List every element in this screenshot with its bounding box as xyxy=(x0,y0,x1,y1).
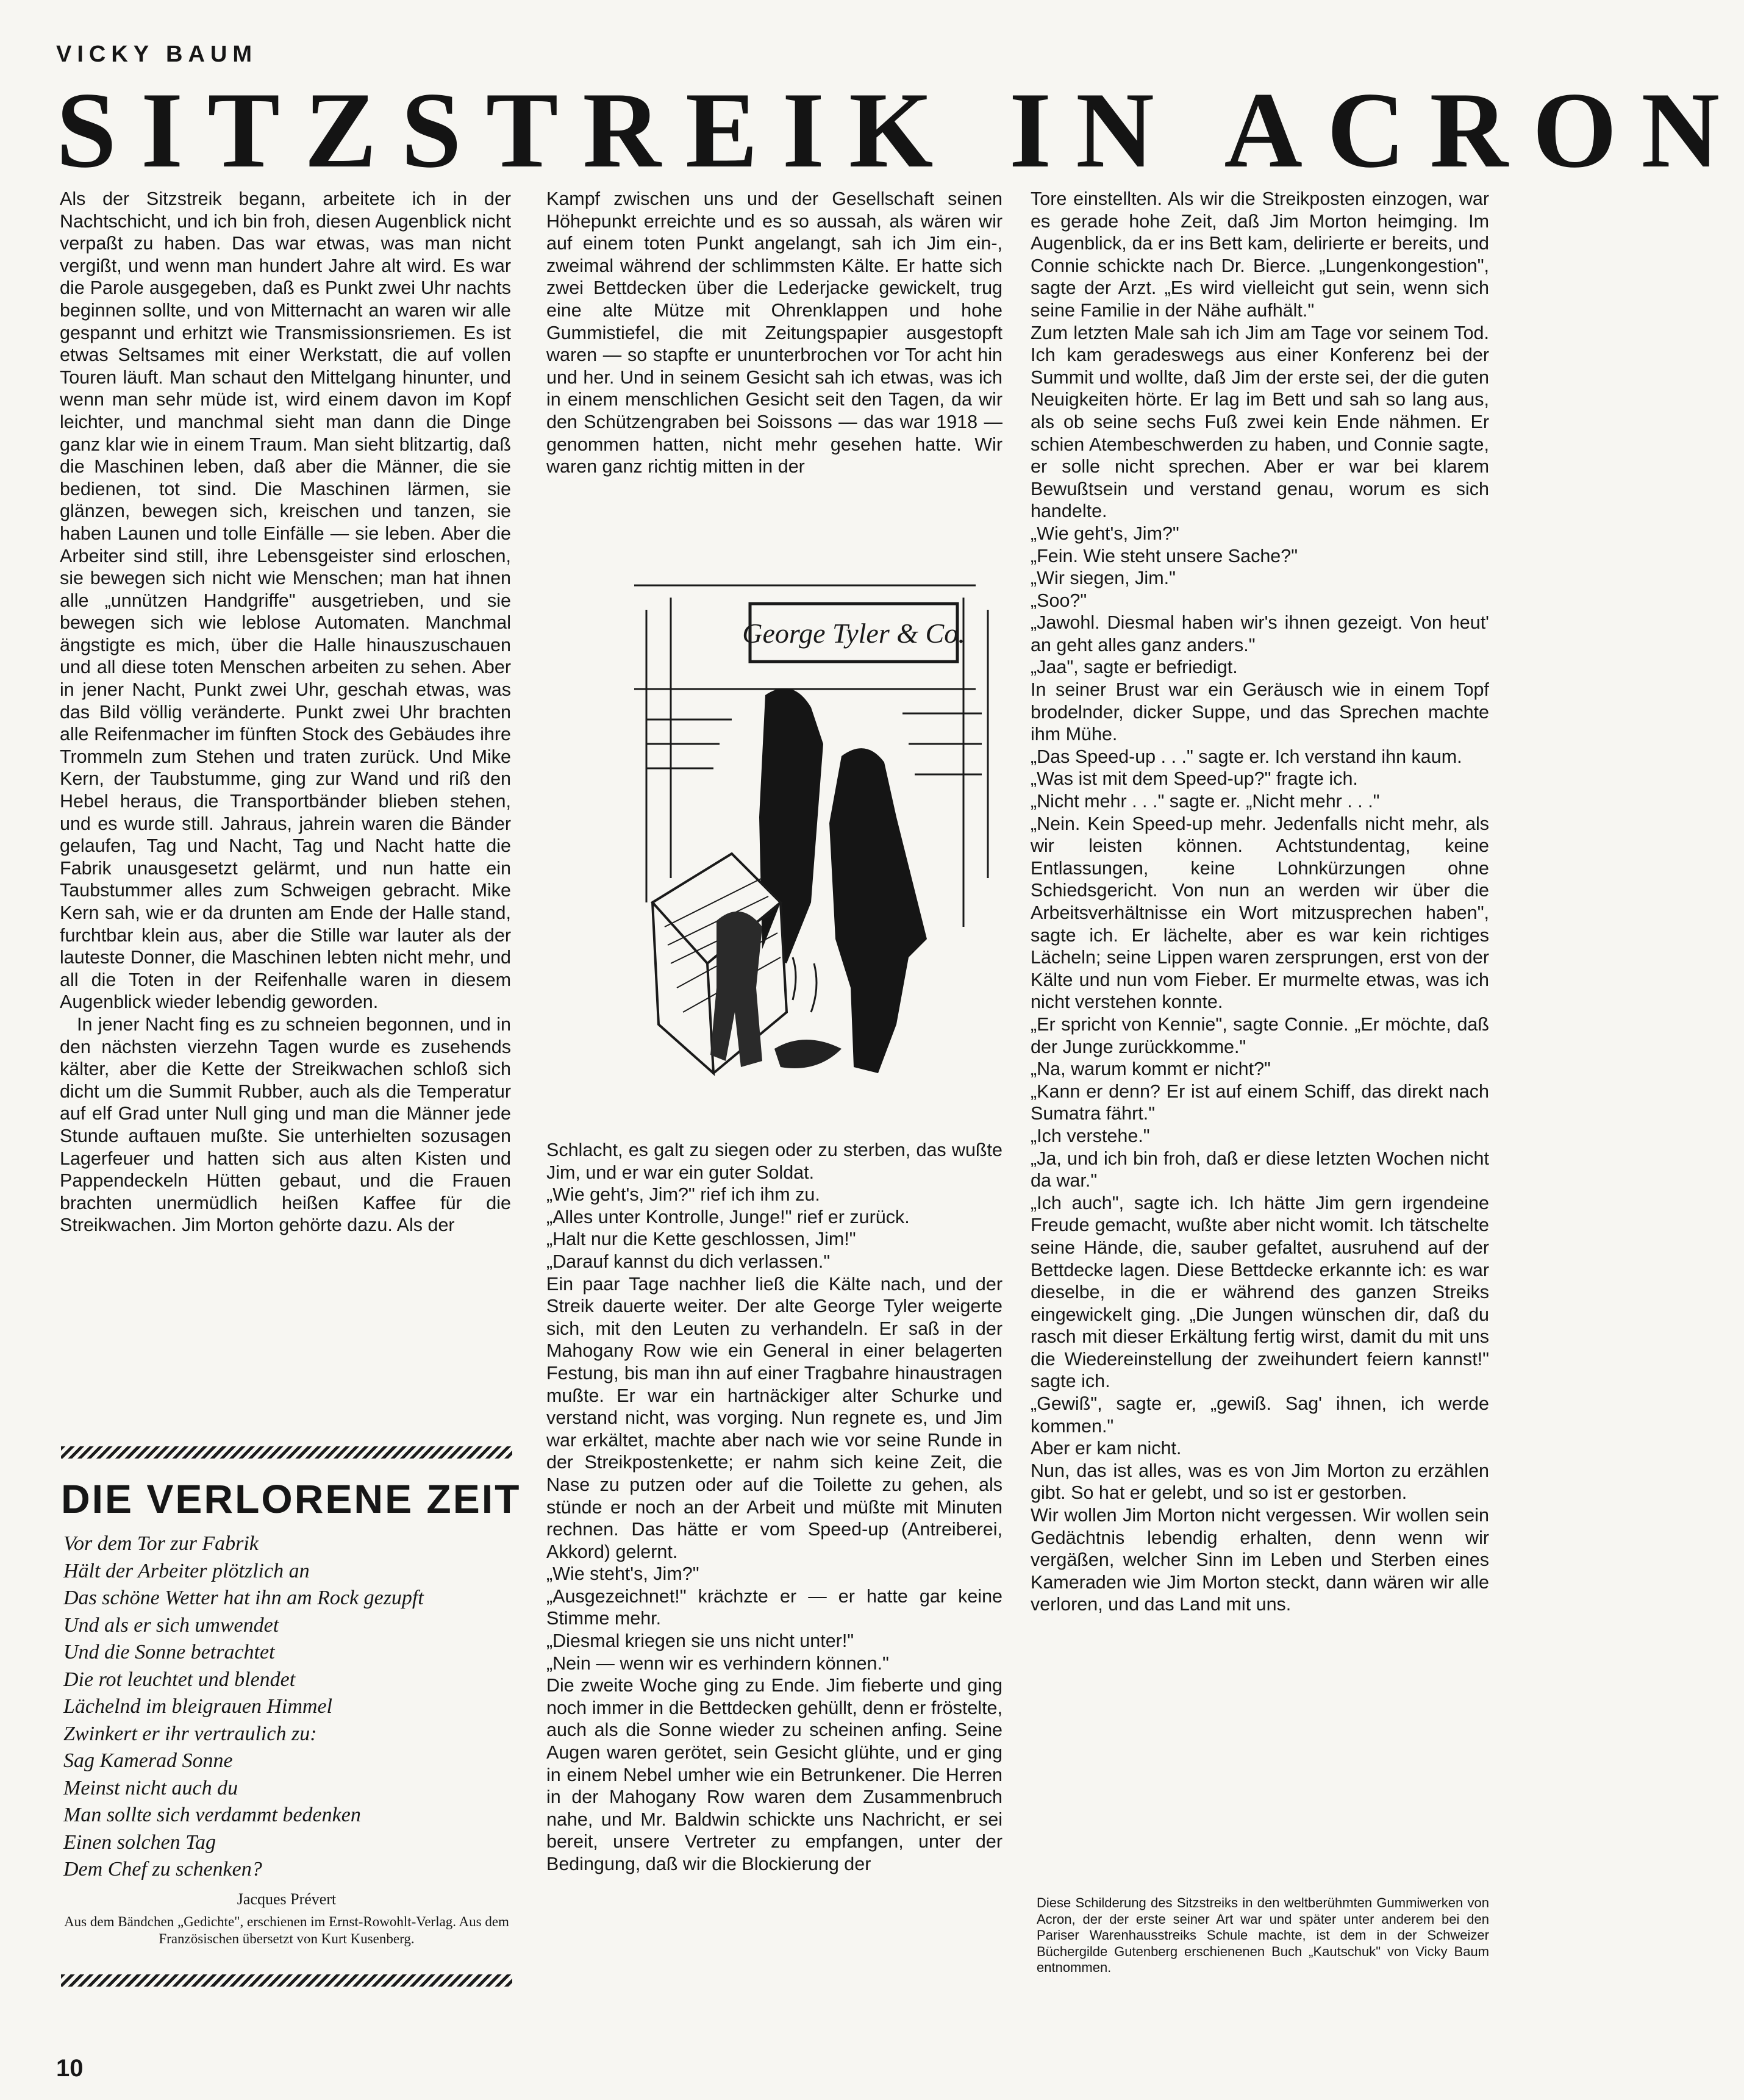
poem-line: Hält der Arbeiter plötzlich an xyxy=(63,1559,310,1582)
paragraph: Tore einstellten. Als wir die Streikposten einzogen, war es gerade hohe Zeit, daß Jim Morton heimging. Im Augenblick, da er ins Bett kam, delirierte er bereits, und Connie schickte nach Dr. Bierce. „Lungenkongestion", sagte der Arzt. „Es wird vielleicht gut sein, wenn sich seine Familie in der Nähe aufhält." xyxy=(1031,188,1489,321)
paragraph: „Alles unter Kontrolle, Junge!" rief er zurück. xyxy=(546,1206,910,1227)
paragraph: Schlacht, es galt zu siegen oder zu sterben, das wußte Jim, und er war ein guter Soldat. xyxy=(546,1140,1002,1183)
poem-line: Einen solchen Tag xyxy=(63,1830,216,1854)
poem-body xyxy=(63,1530,509,1884)
paragraph: „Ausgezeichnet!" krächzte er — er hatte gar keine Stimme mehr. xyxy=(546,1585,1002,1629)
poem-line: Lächelnd im bleigrauen Himmel xyxy=(63,1695,332,1718)
poem-line: Und die Sonne betrachtet xyxy=(63,1641,275,1663)
article-column-2-top xyxy=(546,188,1002,541)
paragraph: „Jawohl. Diesmal haben wir's ihnen gezeigt. Von heut' an geht alles ganz anders." xyxy=(1031,612,1489,655)
poem-line: Dem Chef zu schenken? xyxy=(63,1858,262,1880)
poem-line: Die rot leuchtet und blendet xyxy=(63,1668,296,1691)
poem-line: Vor dem Tor zur Fabrik xyxy=(63,1532,259,1555)
paragraph: Ein paar Tage nachher ließ die Kälte nach, und der Streik dauerte weiter. Der alte George Tyler weigerte sich, mit den Leuten zu verhandeln. Er saß in der Mahogany Row wie ein General in einer belagerten Festung, bis man ihn auf einer Tragbahre hinaustragen mußte. Er war ein hartnäckiger alter Schurke und verstand nicht, was vorging. Nun regnete es, und Jim war erkältet, machte aber nach wie vor seine Runde in der Streikpostenkette; er nahm sich keine Zeit, die Nase zu putzen oder auf die Toilette zu gehen, als stünde er noch an der Arbeit und müßte mit Minuten rechnen. Das hätte er vom Speed-up (Antreiberei, Akkord) gelernt. xyxy=(546,1273,1002,1562)
paragraph: „Wie steht's, Jim?" xyxy=(546,1563,699,1585)
poem-line: Man sollte sich verdammt bedenken xyxy=(63,1804,361,1826)
paragraph: Als der Sitzstreik begann, arbeitete ich in der Nachtschicht, und ich bin froh, diesen Augenblick nicht verpaßt zu haben. Das war etwas, was man nicht vergißt, und wenn man hundert Jahre alt wird. Es war die Parole ausgegeben, daß es Punkt zwei Uhr nachts beginnen sollte, und von Mitternacht an waren wir alle gespannt und erhitzt wie Transmissionsriemen. Es ist etwas Seltsames mit einer Werkstatt, die auf vollen Touren läuft. Man schaut den Mittelgang hinunter, und wenn man sehr müde ist, wird einem davon im Kopf leichter, und manchmal sieht man dann die Dinge ganz klar wie in einem Traum. Man sieht blitzartig, daß die Maschinen leben, daß aber die Männer, die sie bedienen, tot sind. Die Maschinen lärmen, sie glänzen, bewegen sich, kreischen und tanzen, sie haben Launen und tolle Einfälle — sie leben. Aber die Arbeiter sind still, ihre Lebensgeister sind erloschen, sie bewegen sich nicht wie Menschen; man hat ihnen alle „unnützen Handgriffe" ausgetrieben, und sie bewegen sich wie leblose Automaten. Manchmal ängstigte es mich, über die Halle hinauszuschauen und all diese toten Menschen arbeiten zu sehen. Aber in jener Nacht, Punkt zwei Uhr, geschah etwas, was das Bild völlig veränderte. Punkt zwei Uhr brachten alle Reifenmacher im fünften Stock des Gebäudes ihre Trommeln zum Stehen und traten zurück. Und Mike Kern, der Taubstumme, ging zur Wand und riß den Hebel heraus, die Transportbänder blieben stehen, und es wurde still. Jahraus, jahrein waren die Bänder gelaufen, Tag und Nacht, Tag und Nacht hatte die Fabrik unausgesetzt gelärmt, und nun hatte ein Taubstummer alles zum Schweigen gebracht. Mike Kern sah, wie er da drunten am Ende der Halle stand, furchtbar klein aus, aber die Stille war lauter als der lauteste Donner, die Maschinen lebten nicht mehr, und all die Toten in der Reifenhalle waren in diesem Augenblick wieder lebendig geworden. xyxy=(60,188,511,1013)
paragraph: Wir wollen Jim Morton nicht vergessen. Wir wollen sein Gedächtnis lebendig erhalten, denn wenn wir vergäßen, welcher Sinn im Leben und Sterben eines Kameraden wie Jim Morton steckt, dann wären wir alle verloren, und das Land mit uns. xyxy=(1031,1505,1489,1615)
paragraph: Aber er kam nicht. xyxy=(1031,1438,1182,1459)
poem-line: Meinst nicht auch du xyxy=(63,1776,238,1799)
paragraph: „Ich verstehe." xyxy=(1031,1125,1150,1146)
paragraph: „Ich auch", sagte ich. Ich hätte Jim gern irgendeine Freude gemacht, wußte aber nicht womit. Ich tätschelte seine Hände, die, sauber gefaltet, ausruhend auf der Bettdecke lagen. Diese Bettdecke erkannte ich: es war dieselbe, in die er während des ganzen Streiks eingewickelt ging. „Die Jungen wünschen dir, daß du rasch mit dieser Erkältung fertig wirst, damit du mit uns die Wiedereinstellung der zweihundert feiern kannst!" sagte ich. xyxy=(1031,1192,1489,1392)
illustration-striker-sketch xyxy=(610,561,1000,1128)
paragraph: „Wie geht's, Jim?" xyxy=(1031,523,1179,544)
paragraph: „Soo?" xyxy=(1031,590,1087,611)
paragraph: Zum letzten Male sah ich Jim am Tage vor seinem Tod. Ich kam geradeswegs aus einer Konferenz bei der Summit und wollte, daß Jim der erste sei, der die guten Neuigkeiten hörte. Er lag im Bett und sah so lang aus, als ob seine sechs Fuß zwei kein Ende nähmen. Er schien Atembeschwerden zu haben, und Connie sagte, er solle nicht sprechen. Aber er war bei klarem Bewußtsein und verstand genau, worum es sich handelte. xyxy=(1031,322,1489,522)
article-title: SITZSTREIK IN ACRON xyxy=(56,70,1744,190)
article-column-3 xyxy=(1031,188,1489,1871)
page-number: 10 xyxy=(56,2055,84,2082)
paragraph: „Kann er denn? Er ist auf einem Schiff, das direkt nach Sumatra fährt." xyxy=(1031,1080,1489,1124)
paragraph: In jener Nacht fing es zu schneien begonnen, und in den nächsten vierzehn Tagen wurde es zusehends kälter, aber die Kette der Streikwachen schloß sich dicht um die Summit Rubber, auch als die Temperatur auf elf Grad unter Null ging und man die Männer jede Stunde auftauen mußte. Sie unterhielten sozusagen Lagerfeuer und hatten sich aus alten Kisten und Pappendeckeln Hütten gebaut, und die Frauen brachten unermüdlich heißen Kaffee für die Streikwachen. Jim Morton gehörte dazu. Als der xyxy=(60,1013,511,1236)
source-footnote: Diese Schilderung des Sitzstreiks in den weltberühmten Gummiwerken von Acron, der der erste seiner Art war und später unter anderem bei den Pariser Warenhausstreiks Schule machte, ist dem in der Schweizer Büchergilde Gutenberg erschienenen Buch „Kautschuk" von Vicky Baum entnommen. xyxy=(1037,1895,1489,1975)
poem-title: DIE VERLORENE ZEIT xyxy=(61,1476,521,1521)
paragraph: „Ja, und ich bin froh, daß er diese letzten Wochen nicht da war." xyxy=(1031,1148,1489,1191)
paragraph: In seiner Brust war ein Geräusch wie in einem Topf brodelnder, dicker Suppe, und das Sprechen machte ihm Mühe. xyxy=(1031,679,1489,745)
paragraph: „Nicht mehr . . ." sagte er. „Nicht mehr . . ." xyxy=(1031,791,1380,812)
paragraph: Die zweite Woche ging zu Ende. Jim fieberte und ging noch immer in die Bettdecken gehüllt, denn er fröstelte, auch als die Sonne wieder zu scheinen anfing. Seine Augen waren gerötet, sein Gesicht glühte, und er ging in einem Nebel umher wie ein Betrunkener. Die Herren in der Mahogany Row waren dem Zusammenbruch nahe, und Mr. Baldwin schickte uns Nachricht, er sei bereit, unsere Vertreter zu empfangen, unter der Bedingung, daß wir die Blockierung der xyxy=(546,1675,1002,1874)
article-column-1 xyxy=(60,188,511,1474)
paragraph: „Wie geht's, Jim?" rief ich ihm zu. xyxy=(546,1184,820,1205)
paragraph: „Halt nur die Kette geschlossen, Jim!" xyxy=(546,1229,856,1250)
decorative-rule-bottom xyxy=(61,1974,512,1987)
paragraph: „Wir siegen, Jim." xyxy=(1031,568,1176,589)
paragraph: „Was ist mit dem Speed-up?" fragte ich. xyxy=(1031,768,1358,790)
poem-source-note: Aus dem Bändchen „Gedichte", erschienen im Ernst-Rowohlt-Verlag. Aus dem Französischen übersetzt von Kurt Kusenberg. xyxy=(64,1914,509,1946)
paragraph: Kampf zwischen uns und der Gesellschaft seinen Höhepunkt erreichte und es so aussah, als wären wir auf einem toten Punkt angelangt, sah ich Jim ein-, zweimal während der schlimmsten Kälte. Er hatte sich zwei Bettdecken über die Lederjacke gewickelt, trug eine alte Mütze mit Ohrenklappen und hohe Gummistiefel, die mit Zeitungspapier ausgestopft waren — so stapfte er ununterbrochen vor Tor acht hin und her. Und in seinem Gesicht sah ich etwas, was ich in einem menschlichen Gesicht seit den Tagen, da wir den Schützengraben bei Soissons — das war 1918 — genommen hatten, nicht mehr gesehen hatte. Wir waren ganz richtig mitten in der xyxy=(546,188,1002,477)
paragraph: „Er spricht von Kennie", sagte Connie. „Er möchte, daß der Junge zurückkomme." xyxy=(1031,1013,1489,1057)
paragraph: „Nein — wenn wir es verhindern können." xyxy=(546,1652,889,1674)
paragraph: „Fein. Wie steht unsere Sache?" xyxy=(1031,545,1298,566)
paragraph: „Gewiß", sagte er, „gewiß. Sag' ihnen, ich werde kommen." xyxy=(1031,1393,1489,1437)
decorative-rule-top xyxy=(61,1446,512,1459)
paragraph: „Nein. Kein Speed-up mehr. Jedenfalls nicht mehr, als wir leisten können. Achtstundentag, keine Entlassungen, keine Lohnkürzungen ohne Schiedsgericht. Von nun an werden wir über die Arbeitsverhältnisse ein Wort mitzusprechen haben", sagte ich. Er lächelte, aber es war kein richtiges Lächeln; seine Lippen waren zersprungen, erst von der Kälte und nun vom Fieber. Er murmelte etwas, was ich nicht verstehen konnte. xyxy=(1031,813,1489,1013)
poem-line: Sag Kamerad Sonne xyxy=(63,1749,233,1772)
poem-line: Zwinkert er ihr vertraulich zu: xyxy=(63,1722,317,1745)
poem-line: Und als er sich umwendet xyxy=(63,1613,279,1637)
paragraph: „Jaa", sagte er befriedigt. xyxy=(1031,657,1238,678)
illustration-sign-text: George Tyler & Co. xyxy=(742,618,965,649)
paragraph: Nun, das ist alles, was es von Jim Morton zu erzählen gibt. So hat er gelebt, und so ist er gestorben. xyxy=(1031,1460,1489,1504)
poem-line: Das schöne Wetter hat ihn am Rock gezupft xyxy=(63,1587,424,1609)
paragraph: „Na, warum kommt er nicht?" xyxy=(1031,1059,1271,1080)
paragraph: „Das Speed-up . . ." sagte er. Ich verstand ihn kaum. xyxy=(1031,746,1462,767)
author-name: VICKY BAUM xyxy=(56,41,257,67)
article-column-2-bottom xyxy=(546,1139,1002,2005)
paragraph: „Darauf kannst du dich verlassen." xyxy=(546,1251,831,1272)
poem-author: Jacques Prévert xyxy=(237,1890,337,1908)
paragraph: „Diesmal kriegen sie uns nicht unter!" xyxy=(546,1630,854,1652)
